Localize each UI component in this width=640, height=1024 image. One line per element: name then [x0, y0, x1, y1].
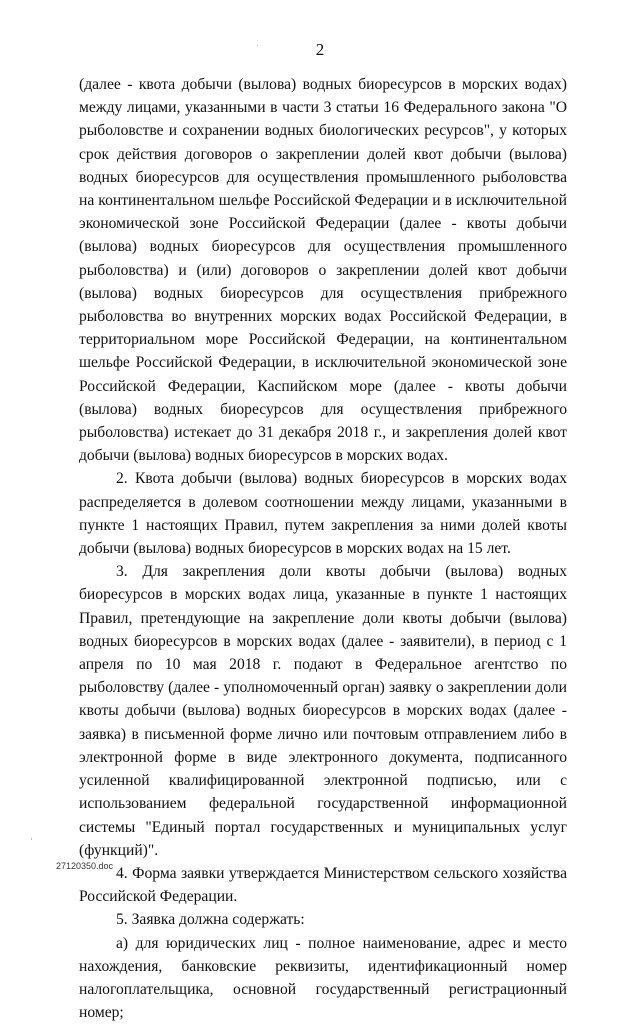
- footer-doc-code: 27120350.doc: [56, 861, 114, 871]
- paragraph-1-continuation: (далее - квота добычи (вылова) водных биоресурсов в морских водах) между лицами, указанными в части 3 статьи 16 Федерального закона "О рыболовстве и сохранении водных биологических ресурсов", у которых срок действия договоров о закреплении долей квот добычи (вылова) водных биоресурсов для осуществления промышленного рыболовства на континентальном шельфе Российской Федерации и в исключительной экономической зоне Российской Федерации (далее - квоты добычи (вылова) водных биоресурсов для осуществления промышленного рыболовства) и (или) договоров о закреплении долей квот добычи (вылова) водных биоресурсов для осуществления прибрежного рыболовства во внутренних морских водах Российской Федерации, в территориальном море Российской Федерации, на континентальном шельфе Российской Федерации, в исключительной экономической зоне Российской Федерации, Каспийском море (далее - квоты добычи (вылова) водных биоресурсов для осуществления прибрежного рыболовства) истекает до 31 декабря 2018 г., и закрепления долей квот добычи (вылова) водных биоресурсов в морских водах.: [79, 76, 567, 465]
- scan-speck: [257, 45, 258, 46]
- page-number: 2: [315, 40, 325, 59]
- paragraph-5: 5. Заявка должна содержать:: [116, 911, 305, 929]
- scan-speck: [31, 838, 32, 840]
- paragraph-3: 3. Для закрепления доли квоты добычи (вылова) водных биоресурсов в морских водах лица, указанные в пункте 1 настоящих Правил, претендующие на закрепление доли квоты добычи (вылова) водных биоресурсов в морских водах (далее - заявители), в период с 1 апреля по 10 мая 2018 г. подают в Федеральное агентство по рыболовству (далее - уполномоченный орган) заявку о закреплении доли квоты добычи (вылова) водных биоресурсов в морских водах (далее - заявка) в письменной форме лично или почтовым отправлением либо в электронной форме в виде электронного документа, подписанного усиленной квалифицированной электронной подписью, или с использованием федеральной государственной информационной системы "Единый портал государственных и муниципальных услуг (функций)".: [79, 563, 567, 859]
- paragraph-4: 4. Форма заявки утверждается Министерством сельского хозяйства Российской Федерации.: [79, 864, 567, 906]
- paragraph-5a: а) для юридических лиц - полное наименование, адрес и место нахождения, банковские реквизиты, идентификационный номер налогоплательщика, основной государственный регистрационный номер;: [79, 934, 567, 1022]
- paragraph-2: 2. Квота добычи (вылова) водных биоресурсов в морских водах распределяется в долевом соотношении между лицами, указанными в пункте 1 настоящих Правил, путем закрепления за ними долей квоты добычи (вылова) водных биоресурсов в морских водах на 15 лет.: [79, 470, 567, 558]
- document-body: [79, 73, 567, 1024]
